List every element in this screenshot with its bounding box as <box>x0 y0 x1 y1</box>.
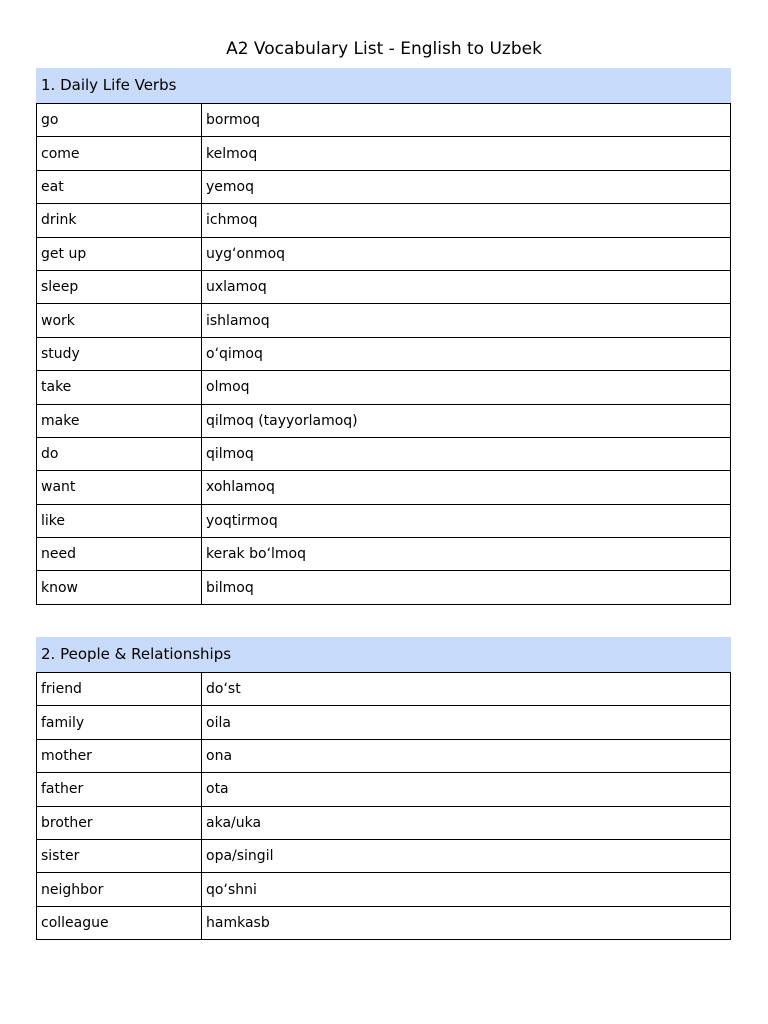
english-word: like <box>37 504 202 537</box>
english-word: eat <box>37 170 202 203</box>
section-people-relationships <box>36 637 731 940</box>
table-row <box>37 437 731 470</box>
english-word: sleep <box>37 270 202 303</box>
table-row <box>37 237 731 270</box>
english-word: want <box>37 471 202 504</box>
uzbek-word: ishlamoq <box>202 304 731 337</box>
section-heading: 2. People & Relationships <box>36 637 731 672</box>
uzbek-word: ona <box>202 739 731 772</box>
table-row <box>37 104 731 137</box>
uzbek-word: oila <box>202 706 731 739</box>
uzbek-word: qilmoq (tayyorlamoq) <box>202 404 731 437</box>
english-word: father <box>37 773 202 806</box>
english-word: take <box>37 371 202 404</box>
english-word: neighbor <box>37 873 202 906</box>
uzbek-word: opa/singil <box>202 839 731 872</box>
table-row <box>37 773 731 806</box>
uzbek-word: bilmoq <box>202 571 731 604</box>
uzbek-word: o‘qimoq <box>202 337 731 370</box>
section-daily-life-verbs <box>36 68 731 605</box>
english-word: go <box>37 104 202 137</box>
table-row <box>37 673 731 706</box>
uzbek-word: uyg‘onmoq <box>202 237 731 270</box>
vocab-table <box>36 672 731 940</box>
table-row <box>37 404 731 437</box>
uzbek-word: olmoq <box>202 371 731 404</box>
english-word: know <box>37 571 202 604</box>
uzbek-word: hamkasb <box>202 906 731 939</box>
table-row <box>37 204 731 237</box>
table-row <box>37 137 731 170</box>
table-row <box>37 504 731 537</box>
table-row <box>37 739 731 772</box>
uzbek-word: do‘st <box>202 673 731 706</box>
english-word: mother <box>37 739 202 772</box>
uzbek-word: xohlamoq <box>202 471 731 504</box>
uzbek-word: qo‘shni <box>202 873 731 906</box>
english-word: brother <box>37 806 202 839</box>
table-row <box>37 839 731 872</box>
table-row <box>37 873 731 906</box>
table-row <box>37 170 731 203</box>
table-row <box>37 906 731 939</box>
uzbek-word: yemoq <box>202 170 731 203</box>
uzbek-word: kerak bo‘lmoq <box>202 538 731 571</box>
english-word: come <box>37 137 202 170</box>
table-row <box>37 471 731 504</box>
uzbek-word: aka/uka <box>202 806 731 839</box>
vocab-table <box>36 103 731 605</box>
english-word: friend <box>37 673 202 706</box>
table-row <box>37 706 731 739</box>
english-word: need <box>37 538 202 571</box>
table-row <box>37 806 731 839</box>
table-row <box>37 538 731 571</box>
table-row <box>37 371 731 404</box>
english-word: colleague <box>37 906 202 939</box>
english-word: do <box>37 437 202 470</box>
table-row <box>37 571 731 604</box>
uzbek-word: qilmoq <box>202 437 731 470</box>
uzbek-word: uxlamoq <box>202 270 731 303</box>
english-word: get up <box>37 237 202 270</box>
table-row <box>37 270 731 303</box>
uzbek-word: yoqtirmoq <box>202 504 731 537</box>
section-heading: 1. Daily Life Verbs <box>36 68 731 103</box>
table-row <box>37 304 731 337</box>
english-word: family <box>37 706 202 739</box>
english-word: study <box>37 337 202 370</box>
english-word: drink <box>37 204 202 237</box>
table-row <box>37 337 731 370</box>
uzbek-word: bormoq <box>202 104 731 137</box>
uzbek-word: kelmoq <box>202 137 731 170</box>
page-title: A2 Vocabulary List - English to Uzbek <box>226 39 542 59</box>
uzbek-word: ota <box>202 773 731 806</box>
english-word: work <box>37 304 202 337</box>
english-word: sister <box>37 839 202 872</box>
english-word: make <box>37 404 202 437</box>
uzbek-word: ichmoq <box>202 204 731 237</box>
